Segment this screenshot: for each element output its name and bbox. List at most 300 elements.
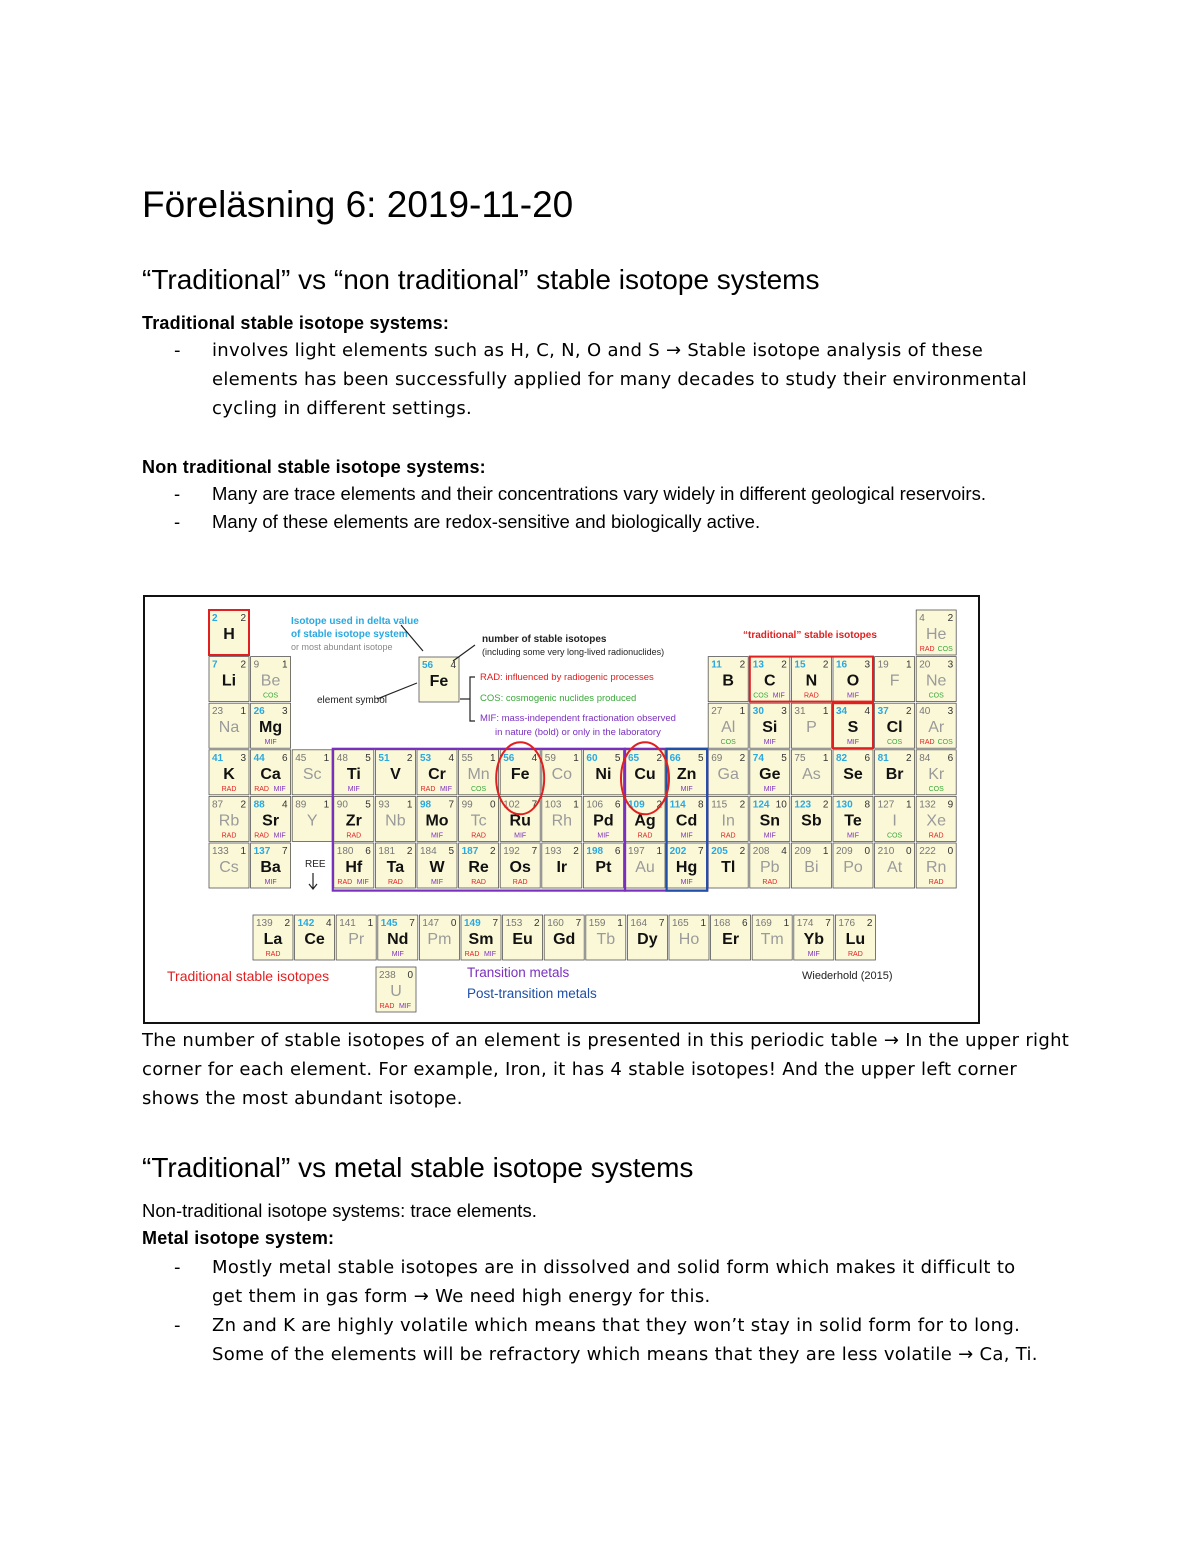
svg-text:Nd: Nd (387, 931, 409, 948)
svg-text:RAD: RAD (919, 739, 935, 747)
svg-text:RAD: RAD (471, 879, 486, 886)
legend-iso3: or most abundant isotope (291, 642, 393, 652)
svg-text:160: 160 (547, 918, 564, 929)
element-Rb (209, 796, 249, 841)
svg-text:Ho: Ho (678, 931, 700, 948)
svg-text:184: 184 (420, 846, 437, 857)
svg-text:Dy: Dy (637, 931, 658, 948)
svg-text:Zr: Zr (345, 812, 362, 830)
element-Sb (791, 796, 831, 841)
element-Cr (417, 750, 457, 795)
svg-text:56: 56 (422, 660, 434, 671)
svg-text:MIF: MIF (680, 832, 693, 840)
svg-text:Br: Br (885, 765, 904, 783)
element-Re (459, 843, 499, 888)
svg-text:6: 6 (282, 752, 288, 764)
svg-text:139: 139 (256, 918, 273, 929)
nontraditional-list (142, 480, 1042, 536)
svg-text:11: 11 (711, 659, 722, 671)
svg-text:V: V (390, 765, 401, 783)
svg-text:30: 30 (752, 706, 764, 718)
element-Zn (667, 750, 707, 795)
element-V (375, 750, 415, 795)
lanthanide-Pr (336, 915, 376, 960)
svg-text:106: 106 (586, 799, 604, 811)
svg-text:MIF: MIF (398, 1003, 412, 1010)
svg-text:2: 2 (656, 752, 662, 764)
lanthanide-La (253, 915, 293, 960)
svg-text:59: 59 (544, 752, 556, 764)
svg-text:4: 4 (282, 799, 288, 811)
svg-text:2: 2 (240, 799, 246, 811)
svg-text:2: 2 (822, 659, 829, 671)
svg-text:S: S (847, 719, 859, 737)
svg-text:1: 1 (656, 846, 662, 857)
svg-text:Sc: Sc (302, 765, 322, 783)
svg-text:208: 208 (752, 846, 770, 857)
element-P (791, 703, 831, 748)
svg-text:RAD: RAD (928, 832, 944, 840)
legend-iso2: of stable isotope system (291, 629, 408, 640)
svg-text:MIF: MIF (356, 879, 369, 886)
svg-text:133: 133 (212, 846, 229, 857)
svg-text:COS: COS (937, 739, 953, 747)
svg-text:180: 180 (336, 846, 354, 857)
svg-text:COS: COS (471, 785, 487, 793)
svg-text:MIF: MIF (772, 692, 785, 700)
element-Co (542, 750, 582, 795)
svg-text:0: 0 (947, 846, 954, 857)
element-Sc (292, 750, 332, 795)
svg-text:5: 5 (365, 799, 371, 811)
svg-text:Ta: Ta (386, 859, 405, 876)
svg-text:COS: COS (887, 739, 903, 747)
element-K (209, 750, 249, 795)
svg-text:As: As (802, 765, 821, 783)
metal-label: Metal isotope system: (142, 1228, 335, 1248)
svg-text:Lu: Lu (845, 931, 866, 948)
svg-text:Be: Be (260, 672, 281, 690)
element-Pb (750, 843, 790, 888)
svg-text:34: 34 (836, 706, 848, 718)
legend-mif: MIF: mass-independent fractionation observed (480, 713, 676, 724)
svg-text:MIF: MIF (680, 785, 693, 793)
svg-text:10: 10 (775, 799, 787, 811)
figure-caption: The number of stable isotopes of an element is presented in this periodic table → In the upper right corner for each element. For example, Iron, it has 4 stable isotopes! And the upper left corner shows the most abundant isotope. (142, 1030, 1070, 1109)
svg-text:5: 5 (365, 752, 371, 764)
list-item: - Many are trace elements and their concentrations vary widely in different geological reservoirs. (142, 480, 1042, 508)
svg-text:2: 2 (240, 659, 246, 671)
svg-text:Er: Er (722, 931, 740, 948)
svg-text:MIF: MIF (391, 951, 404, 958)
svg-text:B: B (722, 672, 734, 690)
svg-text:6: 6 (947, 752, 954, 764)
svg-text:Sb: Sb (801, 812, 822, 830)
svg-text:2: 2 (739, 799, 746, 811)
svg-text:1: 1 (906, 799, 912, 811)
svg-text:164: 164 (630, 918, 648, 929)
svg-text:99: 99 (461, 799, 473, 811)
element-Br (875, 750, 915, 795)
svg-text:2: 2 (212, 613, 218, 624)
svg-text:114: 114 (669, 799, 686, 811)
svg-text:RAD: RAD (471, 832, 486, 840)
svg-text:Hg: Hg (675, 859, 698, 876)
svg-text:RAD: RAD (254, 785, 269, 793)
svg-text:MIF: MIF (846, 832, 860, 840)
element-Cs (209, 843, 249, 888)
svg-text:MIF: MIF (347, 785, 360, 793)
svg-text:0: 0 (490, 799, 496, 811)
svg-text:0: 0 (864, 846, 870, 857)
svg-text:0: 0 (407, 970, 413, 981)
svg-text:Ti: Ti (346, 765, 361, 783)
svg-text:Co: Co (551, 765, 573, 783)
element-Ne (916, 657, 956, 702)
svg-text:MIF: MIF (846, 739, 860, 747)
svg-text:Mo: Mo (425, 812, 449, 830)
svg-text:Cr: Cr (428, 765, 446, 783)
svg-text:RAD: RAD (720, 832, 736, 840)
key-transition: Transition metals (467, 965, 570, 980)
svg-text:Os: Os (509, 859, 531, 876)
element-Rh (542, 796, 582, 841)
svg-text:2: 2 (406, 752, 413, 764)
svg-text:4: 4 (781, 846, 787, 857)
svg-text:MIF: MIF (763, 785, 776, 793)
svg-text:2: 2 (406, 846, 413, 857)
element-H (209, 610, 249, 655)
svg-text:6: 6 (614, 799, 621, 811)
svg-text:MIF: MIF (430, 832, 444, 840)
svg-text:Li: Li (221, 672, 237, 690)
section1-heading: “Traditional” vs “non traditional” stable isotope systems (142, 264, 820, 295)
svg-text:At: At (887, 859, 903, 876)
svg-text:O: O (846, 672, 860, 690)
svg-text:7: 7 (409, 918, 415, 929)
element-Hf (334, 843, 374, 888)
svg-text:53: 53 (420, 752, 432, 764)
svg-text:89: 89 (295, 799, 307, 811)
svg-text:1: 1 (240, 846, 246, 857)
svg-text:3: 3 (947, 706, 954, 718)
svg-text:3: 3 (781, 706, 787, 718)
legend-iso: Isotope used in delta value (291, 616, 419, 627)
lanthanide-Nd (378, 915, 418, 960)
svg-text:142: 142 (297, 918, 315, 929)
svg-text:7: 7 (212, 659, 218, 671)
svg-text:31: 31 (794, 706, 806, 718)
periodic-table (145, 597, 978, 1022)
svg-text:Cs: Cs (219, 859, 239, 876)
traditional-list (142, 336, 1042, 423)
svg-text:Sn: Sn (759, 812, 781, 830)
svg-text:RAD: RAD (221, 832, 237, 840)
svg-text:1: 1 (617, 918, 623, 929)
svg-text:7: 7 (448, 799, 454, 811)
svg-text:MIF: MIF (264, 739, 277, 747)
svg-text:1: 1 (783, 918, 790, 929)
element-Os (500, 843, 540, 888)
element-Cd (667, 796, 707, 841)
svg-text:In: In (721, 812, 735, 830)
svg-text:Zn: Zn (676, 765, 697, 783)
lanthanide-Gd (544, 915, 584, 960)
svg-text:Au: Au (635, 859, 655, 876)
svg-text:MIF: MIF (483, 951, 497, 958)
svg-text:K: K (223, 765, 235, 783)
svg-text:0: 0 (450, 918, 457, 929)
lanthanide-Pm (419, 915, 459, 960)
element-As (791, 750, 831, 795)
element-At (875, 843, 915, 888)
element-Y (292, 796, 332, 841)
svg-text:98: 98 (420, 799, 432, 811)
svg-text:Pd: Pd (593, 812, 614, 830)
svg-text:66: 66 (669, 752, 681, 764)
svg-text:Pb: Pb (760, 859, 780, 876)
lanthanide-Tm (752, 915, 792, 960)
svg-text:137: 137 (253, 846, 271, 857)
svg-text:4: 4 (450, 660, 456, 671)
svg-text:5: 5 (448, 846, 454, 857)
element-Tc (459, 796, 499, 841)
lanthanide-Tb (586, 915, 626, 960)
element-B (708, 657, 748, 702)
element-Al (708, 703, 748, 748)
svg-text:MIF: MIF (514, 832, 527, 840)
svg-text:2: 2 (906, 706, 912, 718)
svg-text:Ni: Ni (595, 765, 612, 783)
element-Se (833, 750, 873, 795)
svg-text:8: 8 (698, 799, 704, 811)
svg-text:124: 124 (752, 799, 770, 811)
svg-text:1: 1 (739, 706, 746, 718)
svg-text:7: 7 (282, 846, 288, 857)
svg-text:1: 1 (906, 659, 912, 671)
svg-text:W: W (429, 859, 445, 876)
svg-text:Ga: Ga (717, 765, 739, 783)
svg-text:2: 2 (573, 846, 579, 857)
svg-text:7: 7 (698, 846, 704, 857)
lanthanide-Er (711, 915, 751, 960)
svg-text:176: 176 (838, 918, 856, 929)
element-O (833, 657, 873, 702)
svg-text:RAD: RAD (221, 785, 237, 793)
svg-text:187: 187 (461, 846, 479, 857)
element-Ge (750, 750, 790, 795)
list-item: - Many of these elements are redox-sensitive and biologically active. (142, 508, 1042, 536)
svg-text:1: 1 (822, 706, 829, 718)
svg-text:H: H (223, 626, 235, 643)
svg-text:Si: Si (762, 719, 778, 737)
legend-Fe (419, 657, 459, 702)
svg-text:Nb: Nb (385, 812, 406, 830)
svg-text:MIF: MIF (273, 832, 286, 840)
element-Sr (251, 796, 291, 841)
element-Ti (334, 750, 374, 795)
svg-text:192: 192 (503, 846, 520, 857)
svg-text:Al: Al (721, 719, 736, 737)
svg-text:4: 4 (919, 613, 925, 624)
svg-text:147: 147 (422, 918, 440, 929)
svg-text:P: P (806, 719, 817, 737)
element-S (833, 703, 873, 748)
svg-text:6: 6 (864, 752, 870, 764)
svg-text:197: 197 (628, 846, 645, 857)
svg-text:Sr: Sr (262, 812, 280, 830)
svg-text:5: 5 (698, 752, 704, 764)
svg-text:103: 103 (544, 799, 562, 811)
svg-text:7: 7 (492, 918, 498, 929)
element-Ba (251, 843, 291, 888)
svg-text:RAD: RAD (762, 879, 778, 886)
svg-text:COS: COS (753, 692, 769, 700)
svg-text:Pm: Pm (427, 931, 452, 948)
svg-text:4: 4 (448, 752, 454, 764)
svg-text:Cl: Cl (886, 719, 903, 737)
credit: Wiederhold (2015) (802, 970, 893, 982)
svg-text:1: 1 (323, 752, 330, 764)
element-F (875, 657, 915, 702)
svg-text:2: 2 (739, 752, 746, 764)
svg-text:65: 65 (628, 752, 640, 764)
svg-text:2: 2 (490, 846, 496, 857)
svg-text:Hf: Hf (345, 859, 363, 876)
svg-text:Kr: Kr (928, 765, 945, 783)
svg-text:13: 13 (752, 659, 764, 671)
svg-text:109: 109 (628, 799, 645, 811)
svg-text:44: 44 (253, 752, 265, 764)
svg-text:2: 2 (240, 613, 246, 624)
svg-text:1: 1 (822, 752, 829, 764)
list-item: - Mostly metal stable isotopes are in dissolved and solid form which makes it difficult to get them in gas form → We need high energy for this. (142, 1253, 1042, 1311)
svg-text:181: 181 (378, 846, 396, 857)
svg-text:MIF: MIF (430, 879, 444, 886)
svg-text:Ru: Ru (509, 812, 531, 830)
svg-text:2: 2 (656, 799, 662, 811)
svg-text:Tc: Tc (470, 812, 487, 830)
element-Ag (625, 796, 665, 841)
element-Au (625, 843, 665, 888)
svg-text:6: 6 (742, 918, 748, 929)
svg-text:4: 4 (531, 752, 538, 764)
svg-text:MIF: MIF (763, 739, 776, 747)
svg-text:1: 1 (573, 799, 579, 811)
svg-text:Ir: Ir (556, 859, 568, 876)
svg-text:141: 141 (339, 918, 356, 929)
svg-text:75: 75 (794, 752, 806, 764)
element-Na (209, 703, 249, 748)
page-title: Föreläsning 6: 2019-11-20 (142, 184, 574, 225)
svg-text:Ne: Ne (925, 672, 947, 690)
svg-text:2: 2 (947, 613, 954, 624)
svg-text:16: 16 (836, 659, 848, 671)
svg-text:Cd: Cd (675, 812, 698, 830)
element-Ga (708, 750, 748, 795)
svg-text:1: 1 (822, 846, 829, 857)
key-post: Post-transition metals (467, 986, 597, 1001)
element-Li (209, 657, 249, 702)
element-Pt (583, 843, 623, 888)
element-Rn (916, 843, 956, 888)
svg-text:I: I (892, 812, 897, 830)
svg-text:RAD: RAD (848, 951, 863, 958)
svg-text:209: 209 (836, 846, 853, 857)
svg-text:2: 2 (739, 659, 746, 671)
svg-text:238: 238 (379, 970, 396, 981)
svg-text:3: 3 (282, 706, 288, 718)
svg-text:88: 88 (253, 799, 265, 811)
svg-text:20: 20 (919, 659, 931, 671)
svg-text:1: 1 (323, 799, 330, 811)
svg-text:7: 7 (825, 918, 831, 929)
svg-text:145: 145 (380, 918, 398, 929)
element-Sn (750, 796, 790, 841)
lanthanide-Dy (627, 915, 667, 960)
svg-text:4: 4 (326, 918, 332, 929)
svg-text:Ca: Ca (260, 765, 281, 783)
svg-text:130: 130 (836, 799, 853, 811)
svg-text:205: 205 (711, 846, 728, 857)
svg-text:48: 48 (336, 752, 348, 764)
svg-text:Fe: Fe (429, 673, 449, 690)
element-He (916, 610, 956, 655)
svg-text:4: 4 (864, 706, 870, 718)
lanthanide-Eu (503, 915, 543, 960)
element-Mn (459, 750, 499, 795)
svg-text:Eu: Eu (512, 931, 533, 948)
svg-text:C: C (764, 672, 776, 690)
svg-text:Ge: Ge (759, 765, 781, 783)
element-Nb (375, 796, 415, 841)
svg-text:26: 26 (253, 706, 265, 718)
svg-text:93: 93 (378, 799, 390, 811)
svg-text:209: 209 (794, 846, 812, 857)
svg-text:RAD: RAD (464, 951, 480, 958)
svg-text:51: 51 (378, 752, 390, 764)
svg-text:Po: Po (843, 859, 863, 876)
key-traditional: Traditional stable isotopes (167, 968, 330, 984)
svg-text:3: 3 (240, 752, 246, 764)
svg-text:COS: COS (937, 646, 953, 653)
periodic-table-figure (143, 595, 980, 1024)
svg-text:Pr: Pr (348, 931, 365, 948)
list-item: - involves light elements such as H, C, N, O and S → Stable isotope analysis of these elements has been successfully applied for many decades to study their environmental cycling in different settings. (142, 336, 1042, 423)
element-Mo (417, 796, 457, 841)
svg-text:1: 1 (367, 918, 374, 929)
svg-text:2: 2 (534, 918, 540, 929)
svg-text:102: 102 (503, 799, 520, 811)
svg-text:115: 115 (711, 799, 728, 811)
svg-text:MIF: MIF (846, 692, 860, 700)
element-Be (251, 657, 291, 702)
svg-text:2: 2 (906, 752, 912, 764)
traditional-title: “traditional” stable isotopes (743, 630, 877, 641)
svg-text:COS: COS (887, 832, 903, 840)
svg-text:60: 60 (586, 752, 598, 764)
svg-text:41: 41 (212, 752, 224, 764)
element-Zr (334, 796, 374, 841)
element-N (791, 657, 831, 702)
svg-text:Ar: Ar (928, 719, 945, 737)
svg-text:210: 210 (877, 846, 895, 857)
svg-text:Y: Y (306, 812, 318, 830)
element-Ca (251, 750, 291, 795)
svg-text:87: 87 (212, 799, 224, 811)
svg-text:Sm: Sm (468, 931, 494, 948)
nontraditional-label: Non traditional stable isotope systems: (142, 457, 486, 477)
